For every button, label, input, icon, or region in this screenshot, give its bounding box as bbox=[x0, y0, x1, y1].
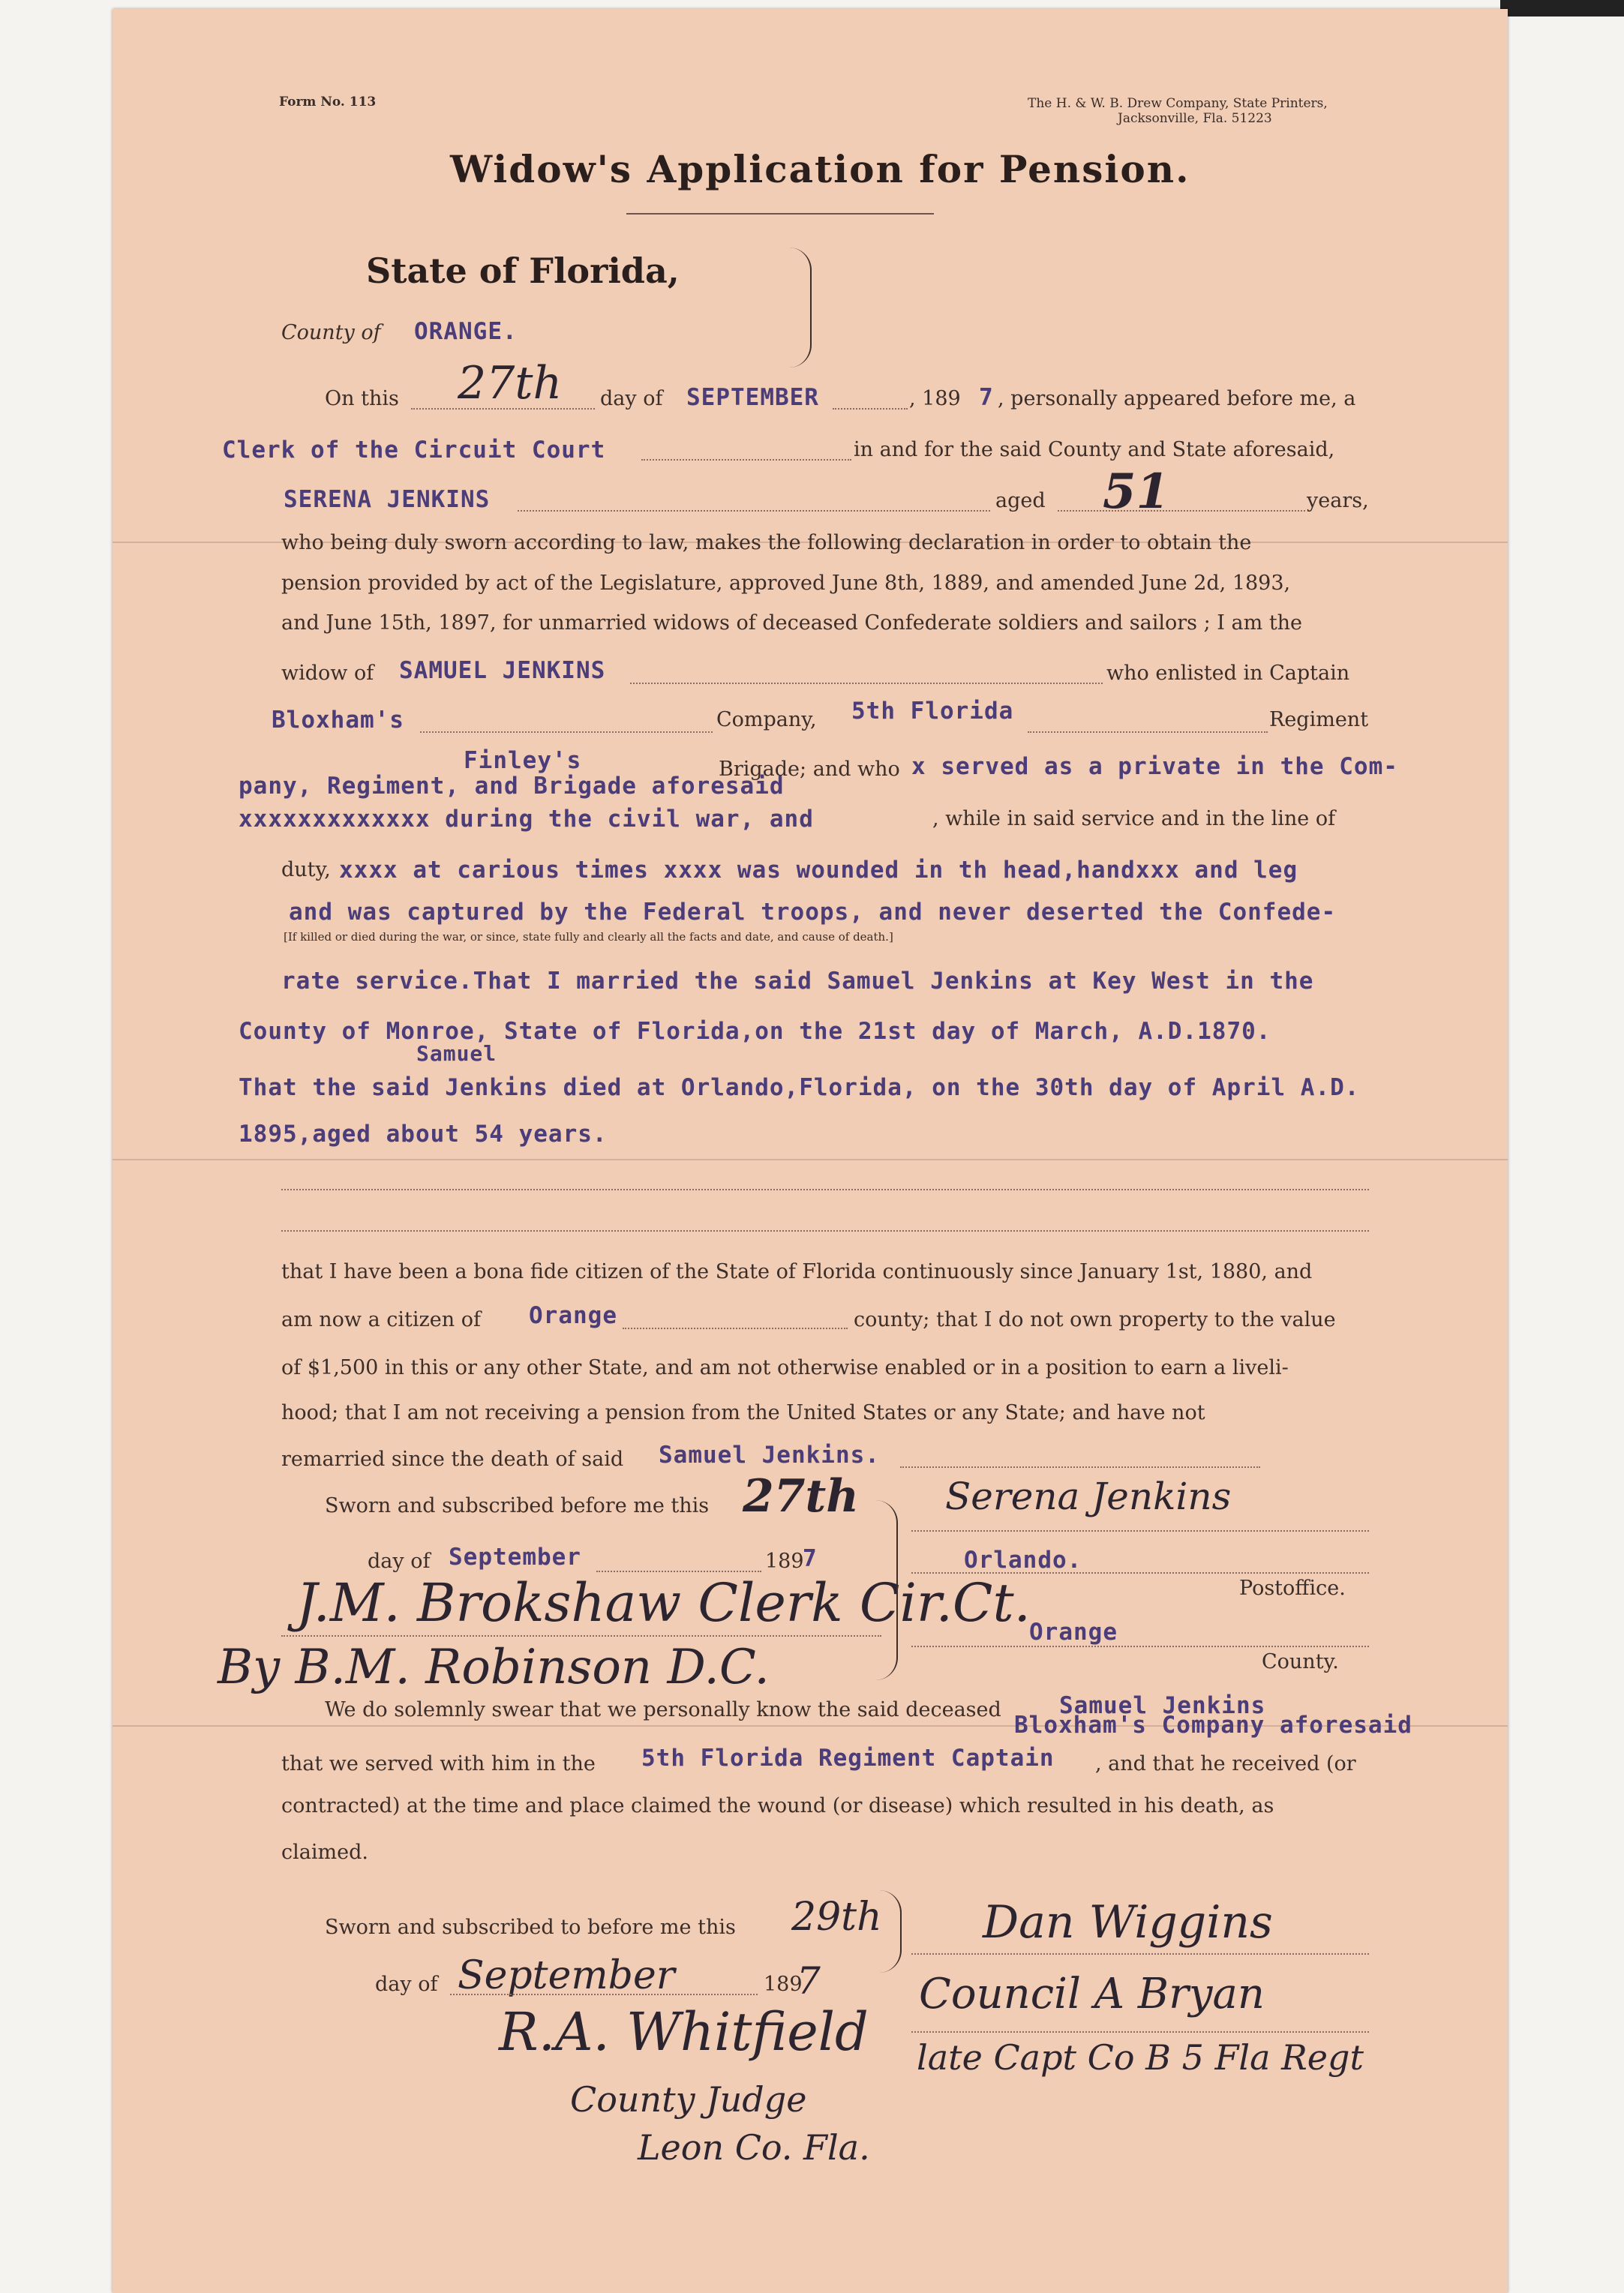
witness-line-2-end: , and that he received (or bbox=[1095, 1752, 1356, 1775]
witness-served-label: that we served with him in the bbox=[281, 1752, 596, 1775]
judge-county: Leon Co. Fla. bbox=[638, 2127, 870, 2168]
postoffice-line bbox=[911, 1572, 1369, 1574]
witness-line-1: We do solemnly swear that we personally know the said deceased bbox=[325, 1698, 1001, 1721]
form-title: Widow's Application for Pension. bbox=[450, 147, 1190, 191]
citizenship-line-1: that I have been a bona fide citizen of the State of Florida continuously since January 1st, 1880, and bbox=[281, 1260, 1313, 1283]
applicant-age: 51 bbox=[1103, 464, 1170, 520]
jurat1-sworn-label: Sworn and subscribed before me this bbox=[325, 1494, 710, 1517]
jurat1-month: September bbox=[449, 1544, 581, 1571]
jurat2-day: 29th bbox=[791, 1895, 882, 1940]
witness-line-3: contracted) at the time and place claimed the wound (or disease) which resulted in his death, as bbox=[281, 1794, 1274, 1817]
fold-line-2 bbox=[113, 1159, 1508, 1160]
residence-county-line bbox=[911, 1646, 1369, 1647]
enlisted-label: who enlisted in Captain bbox=[1106, 662, 1350, 685]
while-label: , while in said service and in the line of bbox=[932, 807, 1336, 830]
residence-county-value: Orange bbox=[1029, 1619, 1118, 1646]
county-label: County of bbox=[281, 321, 381, 344]
company-label: Company, bbox=[716, 708, 817, 731]
witness-line-4: claimed. bbox=[281, 1841, 368, 1864]
duty-typed: xxxx at carious times xxxx was wounded in th head,handxxx and leg bbox=[339, 857, 1298, 884]
citizenship-line-4: hood; that I am not receiving a pension from the United States or any State; and have not bbox=[281, 1401, 1205, 1424]
jurat2-year-digit: 7 bbox=[797, 1959, 821, 2003]
applicant-name: SERENA JENKINS bbox=[284, 486, 491, 513]
day-of-label: day of bbox=[600, 387, 663, 410]
blank-line-2 bbox=[281, 1230, 1369, 1232]
witness-2-signature: Council A Bryan bbox=[919, 1970, 1265, 2018]
blank-line-1 bbox=[281, 1189, 1369, 1190]
officer-line bbox=[641, 459, 851, 461]
witness-company-insert: Bloxham's Company aforesaid bbox=[1014, 1712, 1412, 1739]
jurat2-month: September bbox=[458, 1953, 675, 1998]
fact-line-3: That the said Jenkins died at Orlando,Florida, on the 30th day of April A.D. bbox=[239, 1074, 1360, 1101]
years-label: years, bbox=[1307, 489, 1369, 512]
witness-deceased-name: Samuel Jenkins bbox=[1059, 1692, 1266, 1719]
jurat2-day-of-label: day of bbox=[375, 1973, 438, 1996]
jurat1-day: 27th bbox=[743, 1470, 859, 1523]
regiment-value: 5th Florida bbox=[851, 698, 1014, 725]
personally-label: , personally appeared before me, a bbox=[998, 387, 1356, 410]
jurat1-year-prefix: 189 bbox=[765, 1550, 804, 1573]
postoffice-value: Orlando. bbox=[964, 1547, 1082, 1574]
husband-name: SAMUEL JENKINS bbox=[399, 657, 606, 684]
officer-value: Clerk of the Circuit Court bbox=[222, 437, 606, 464]
duty-line-2: and was captured by the Federal troops, and never deserted the Confede- bbox=[289, 899, 1337, 926]
jurat1-year-digit: 7 bbox=[803, 1545, 818, 1572]
judge-signature: R.A. Whitfield bbox=[499, 2001, 869, 2063]
age-line bbox=[1058, 510, 1305, 512]
clerk-signature-line bbox=[281, 1635, 881, 1637]
printer-line-2: Jacksonville, Fla. 51223 bbox=[1118, 111, 1272, 126]
regiment-line bbox=[1028, 731, 1268, 733]
deceased-line bbox=[900, 1466, 1260, 1468]
applicant-signature: Serena Jenkins bbox=[945, 1475, 1232, 1518]
postoffice-label: Postoffice. bbox=[1239, 1577, 1346, 1600]
appearance-month: SEPTEMBER bbox=[686, 384, 819, 411]
fact-line-1: rate service.That I married the said Samuel Jenkins at Key West in the bbox=[281, 968, 1314, 995]
jurat1-day-of-label: day of bbox=[368, 1550, 431, 1573]
title-underline bbox=[626, 213, 934, 215]
served-typed: x served as a private in the Com- bbox=[911, 753, 1398, 780]
captain-line bbox=[420, 731, 713, 733]
state-heading: State of Florida, bbox=[366, 251, 680, 291]
fact-line-4: 1895,aged about 54 years. bbox=[239, 1121, 608, 1148]
witness-1-signature: Dan Wiggins bbox=[983, 1896, 1273, 1949]
declaration-line-1: who being duly sworn according to law, makes the following declaration in order to obtain the bbox=[281, 531, 1252, 554]
citizen-county: Orange bbox=[529, 1302, 617, 1329]
jurat2-year-prefix: 189 bbox=[764, 1973, 803, 1996]
printer-line-1: The H. & W. B. Drew Company, State Printers, bbox=[1028, 96, 1328, 111]
on-this-label: On this bbox=[325, 387, 399, 410]
venue-bracket bbox=[780, 248, 812, 368]
declaration-line-2: pension provided by act of the Legislature, approved June 8th, 1889, and amended June 2d, 1893, bbox=[281, 572, 1291, 595]
month-line bbox=[833, 408, 908, 410]
appearance-day: 27th bbox=[458, 357, 563, 410]
witness-regiment: 5th Florida Regiment Captain bbox=[641, 1745, 1055, 1772]
jurat2-month-line bbox=[450, 1994, 758, 1995]
duty-label: duty, bbox=[281, 858, 331, 881]
witness-2-line bbox=[911, 2031, 1369, 2033]
regiment-label: Regiment bbox=[1269, 708, 1369, 731]
scan-edge-strip bbox=[1500, 0, 1624, 17]
jurat2-sworn-label: Sworn and subscribed to before me this bbox=[325, 1916, 736, 1939]
husband-line bbox=[630, 683, 1103, 684]
jurat2-bracket bbox=[878, 1890, 902, 1973]
county-value: ORANGE. bbox=[414, 318, 518, 345]
served-line-3: xxxxxxxxxxxxx during the civil war, and bbox=[239, 806, 814, 833]
widow-of-label: widow of bbox=[281, 662, 374, 685]
county-property-label: county; that I do not own property to the value bbox=[854, 1308, 1336, 1331]
witness-1-line bbox=[911, 1953, 1369, 1955]
applicant-dots bbox=[518, 510, 990, 512]
year-prefix: , 189 bbox=[909, 387, 961, 410]
jurat1-bracket bbox=[874, 1500, 898, 1680]
in-and-for-label: in and for the said County and State aforesaid, bbox=[854, 438, 1335, 461]
clerk-signature: J.M. Brokshaw Clerk Cir.Ct. bbox=[296, 1572, 1031, 1634]
brigade-label: Brigade; and who bbox=[719, 758, 900, 781]
brigade-value: Finley's bbox=[464, 747, 582, 774]
death-instruction: [If killed or died during the war, or since, state fully and clearly all the facts and date, and cause of death.] bbox=[284, 930, 893, 944]
form-number: Form No. 113 bbox=[279, 95, 377, 110]
deceased-name: Samuel Jenkins. bbox=[659, 1442, 880, 1469]
deputy-signature: By B.M. Robinson D.C. bbox=[218, 1640, 770, 1695]
fact-insert: Samuel bbox=[416, 1041, 497, 1066]
declaration-line-3: and June 15th, 1897, for unmarried widows of deceased Confederate soldiers and sailors ; I am the bbox=[281, 611, 1303, 635]
witness-2-title: late Capt Co B 5 Fla Regt bbox=[917, 2037, 1364, 2078]
am-now-label: am now a citizen of bbox=[281, 1308, 481, 1331]
applicant-signature-line bbox=[911, 1530, 1369, 1532]
aged-label: aged bbox=[995, 489, 1046, 512]
served-line-2: pany, Regiment, and Brigade aforesaid bbox=[239, 773, 785, 800]
judge-title: County Judge bbox=[570, 2079, 807, 2120]
year-digit: 7 bbox=[979, 384, 994, 411]
residence-county-label: County. bbox=[1262, 1650, 1339, 1673]
citizenship-line-3: of $1,500 in this or any other State, and am not otherwise enabled or in a position to earn a liveli- bbox=[281, 1356, 1289, 1379]
remarried-label: remarried since the death of said bbox=[281, 1448, 624, 1471]
captain-value: Bloxham's bbox=[272, 707, 404, 734]
fact-line-2: County of Monroe, State of Florida,on the 21st day of March, A.D.1870. bbox=[239, 1018, 1271, 1045]
citizen-county-line bbox=[623, 1328, 848, 1329]
